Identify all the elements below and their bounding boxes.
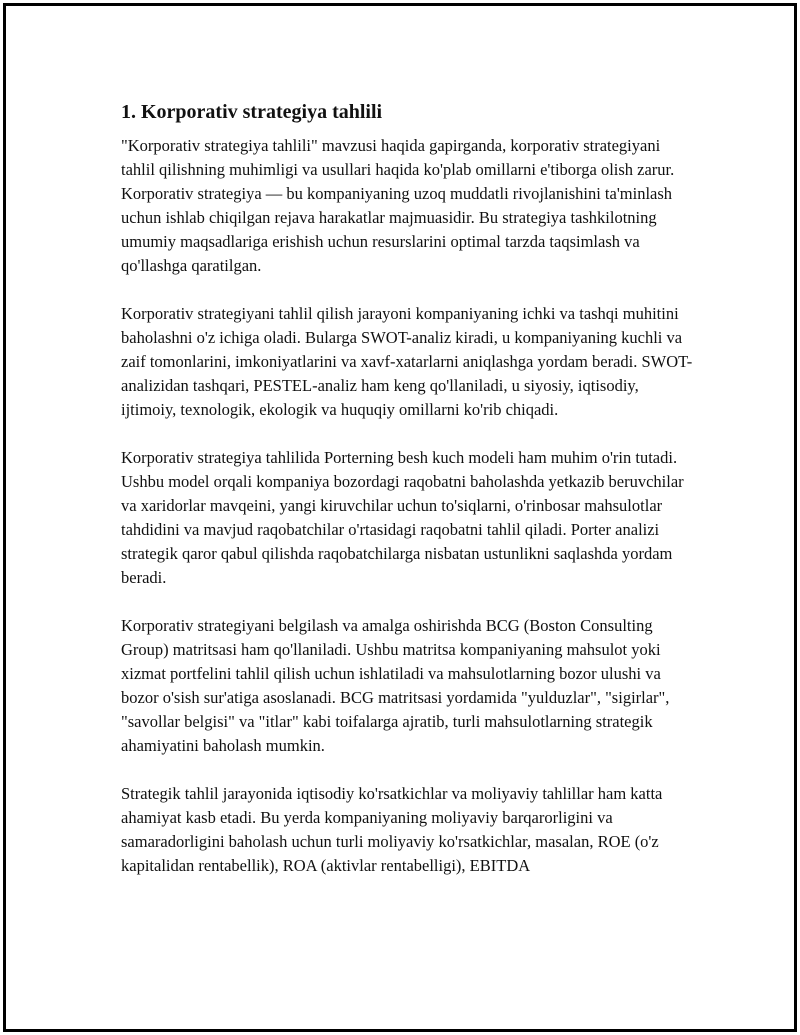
paragraph-1: "Korporativ strategiya tahlili" mavzusi haqida gapirganda, korporativ strategiyani tahlil qilishning muhimligi va usullari haqida ko'plab omillarni e'tiborga olish zarur. Korporativ strategiya — bu kompaniyaning uzoq muddatli rivojlanishini ta'minlash uchun ishlab chiqilgan rejava harakatlar majmuasidir. Bu strategiya tashkilotning umumiy maqsadlariga erishish uchun resurslarini optimal tarzda taqsimlash va qo'llashga qaratilgan.	[121, 136, 675, 275]
paragraph-5: Strategik tahlil jarayonida iqtisodiy ko'rsatkichlar va moliyaviy tahlillar ham katta ahamiyat kasb etadi. Bu yerda kompaniyaning moliyaviy barqarorligini va samaradorligini baholash uchun turli moliyaviy ko'rsatkichlar, masalan, ROE (o'z kapitalidan rentabellik), ROA (aktivlar rentabelligi), EBITDA	[121, 784, 663, 875]
section-title: 1. Korporativ strategiya tahlili	[121, 101, 383, 123]
paragraph-4: Korporativ strategiyani belgilash va amalga oshirishda BCG (Boston Consulting Group) matritsasi ham qo'llaniladi. Ushbu matritsa kompaniyaning mahsulot yoki xizmat portfelini tahlil qilish uchun ishlatiladi va mahsulotlarning bozor ulushi va bozor o'sish sur'atiga asoslanadi. BCG matritsasi yordamida "yulduzlar", "sigirlar", "savollar belgisi" va "itlar" kabi toifalarga ajratib, turli mahsulotlarning strategik ahamiyatini baholash mumkin.	[121, 616, 670, 755]
paragraph-2: Korporativ strategiyani tahlil qilish jarayoni kompaniyaning ichki va tashqi muhitini baholashni o'z ichiga oladi. Bularga SWOT-analiz kiradi, u kompaniyaning kuchli va zaif tomonlarini, imkoniyatlarini va xavf-xatarlarni aniqlashga yordam beradi. SWOT-analizidan tashqari, PESTEL-analiz ham keng qo'llaniladi, u siyosiy, iqtisodiy, ijtimoiy, texnologik, ekologik va huquqiy omillarni ko'rib chiqadi.	[121, 304, 693, 419]
paragraph-3: Korporativ strategiya tahlilida Porterning besh kuch modeli ham muhim o'rin tutadi. Ushbu model orqali kompaniya bozordagi raqobatni baholashda yetkazib beruvchilar va xaridorlar mavqeini, yangi kiruvchilar uchun to'siqlarni, o'rinbosar mahsulotlar tahdidini va mavjud raqobatchilar o'rtasidagi raqobatni tahlil qiladi. Porter analizi strategik qaror qabul qilishda raqobatchilarga nisbatan ustunlikni saqlashda yordam beradi.	[121, 448, 684, 587]
document-content	[121, 98, 696, 878]
page-frame	[3, 3, 797, 1032]
